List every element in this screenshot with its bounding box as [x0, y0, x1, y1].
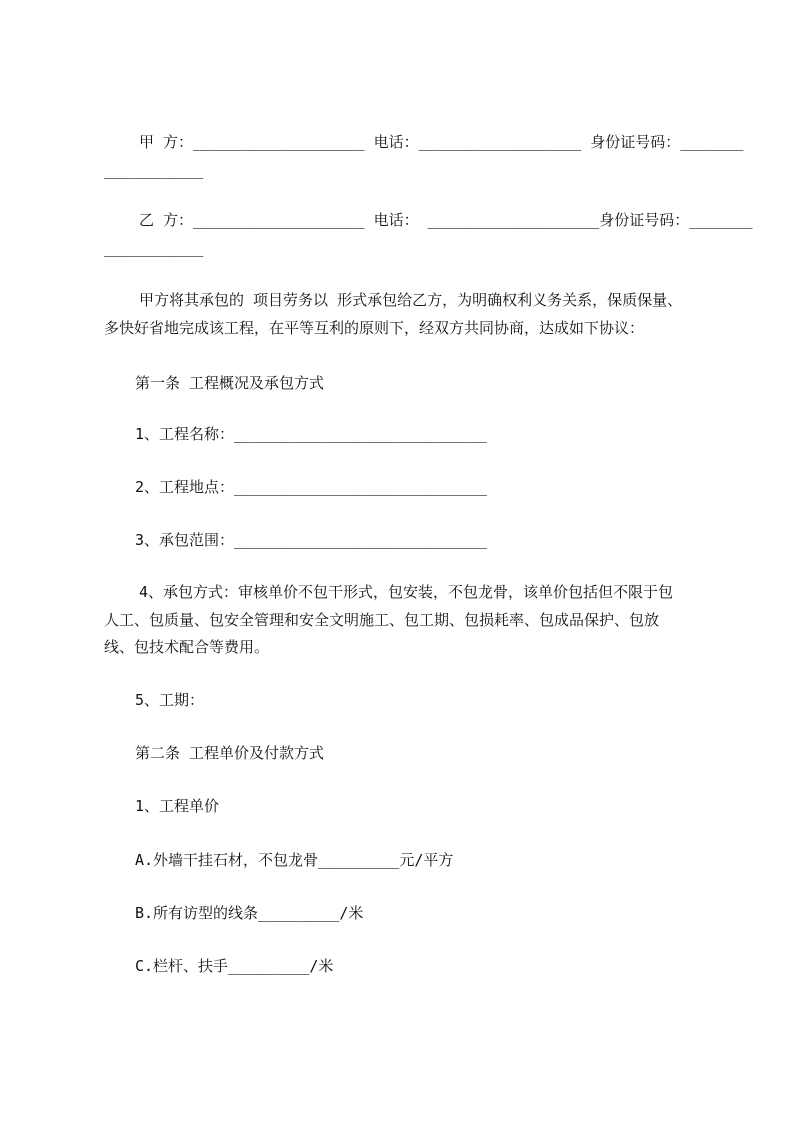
article-2-item-1: 1、工程单价	[135, 797, 220, 815]
article-1-title: 第一条 工程概况及承包方式	[135, 374, 325, 392]
article-1-item-2: 2、工程地点：____________________________	[135, 478, 487, 496]
party-a-line-continued: ___________	[104, 161, 204, 179]
article-1-item-4-line-2: 人工、包质量、包安全管理和安全文明施工、包工期、包损耗率、包成品保护、包放	[104, 611, 660, 629]
intro-paragraph-line-2: 多快好省地完成该工程，在平等互利的原则下，经双方共同协商，达成如下协议：	[104, 319, 645, 337]
article-1-item-4-line-3: 线、包技术配合等费用。	[104, 638, 270, 656]
article-2-title: 第二条 工程单价及付款方式	[135, 744, 325, 762]
intro-paragraph-line-1: 甲方将其承包的 项目劳务以 形式承包给乙方，为明确权利义务关系，保质保量、	[139, 291, 683, 309]
article-2-item-b: B.所有访型的线条_________/米	[135, 904, 364, 922]
article-1-item-3: 3、承包范围：____________________________	[135, 531, 487, 549]
article-2-item-c: C.栏杆、扶手_________/米	[135, 957, 334, 975]
article-1-item-5: 5、工期：	[135, 691, 205, 709]
party-b-line: 乙 方：___________________ 电话： ___________________身份证号码：_______	[139, 211, 753, 229]
article-1-item-1: 1、工程名称：____________________________	[135, 425, 487, 443]
party-a-line: 甲 方：___________________ 电话：__________________ 身份证号码：_______	[139, 133, 744, 151]
party-b-line-continued: ___________	[104, 239, 204, 257]
article-2-item-a: A.外墙干挂石材，不包龙骨_________元/平方	[135, 851, 454, 869]
article-1-item-4-line-1: 4、承包方式：审核单价不包干形式，包安装，不包龙骨，该单价包括但不限于包	[139, 583, 674, 601]
